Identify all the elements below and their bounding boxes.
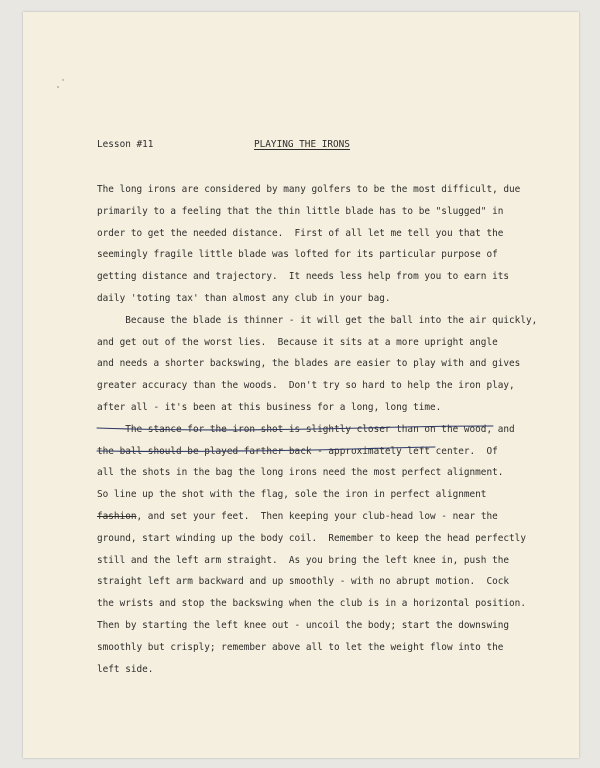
text-line-10: greater accuracy than the woods. Don't try so hard to help the iron play, — [97, 380, 515, 392]
lesson-header — [97, 139, 557, 155]
text-line-4: seemingly fragile little blade was lofted for its particular purpose of — [97, 249, 498, 261]
text-line-3: order to get the needed distance. First of all let me tell you that the — [97, 227, 504, 239]
text-line-23: left side. — [97, 663, 154, 675]
text-line-16 — [97, 510, 567, 532]
text-line-2: primarily to a feeling that the thin little blade has to be "slugged" in — [97, 205, 504, 217]
text-line-7: Because the blade is thinner - it will get the ball into the air quickly, — [97, 314, 538, 326]
text-line-1: The long irons are considered by many golfers to be the most difficult, due — [97, 184, 521, 195]
text-line-9: and needs a shorter backswing, the blades are easier to play with and gives — [97, 358, 521, 370]
text-line-11: after all - it's been at this business for a long, long time. — [97, 401, 442, 413]
text-line-14: all the shots in the bag the long irons need the most perfect alignment. — [97, 467, 504, 479]
paper-speck — [57, 86, 59, 88]
text-line-16-rest: , and set your feet. Then keeping your club-head low - near the — [136, 510, 498, 522]
text-line-5: getting distance and trajectory. It needs less help from you to earn its — [97, 271, 510, 283]
text-line-17: ground, start winding up the body coil. Remember to keep the head perfectly — [97, 532, 526, 544]
text-line-22: smoothly but crisply; remember above all to let the weight flow into the — [97, 641, 504, 653]
struck-word: fashion — [97, 510, 137, 522]
lesson-body — [97, 183, 567, 684]
text-line-12: The stance for the iron shot is slightly closer than on the wood, and — [97, 423, 515, 435]
text-line-19: straight left arm backward and up smoothly - with no abrupt motion. Cock — [97, 576, 510, 588]
text-line-15: So line up the shot with the flag, sole the iron in perfect alignment — [97, 489, 487, 501]
text-line-18: still and the left arm straight. As you bring the left knee in, push the — [97, 554, 510, 566]
paper-speck — [62, 79, 63, 80]
lesson-title: PLAYING THE IRONS — [254, 139, 350, 150]
text-line-6: daily 'toting tax' than almost any club in your bag. — [97, 292, 391, 304]
text-line-13: the ball should be played farther back - approximately left center. Of — [97, 445, 498, 457]
lesson-number: Lesson #11 — [97, 139, 154, 150]
text-line-21: Then by starting the left knee out - uncoil the body; start the downswing — [97, 619, 510, 631]
text-line-20: the wrists and stop the backswing when the club is in a horizontal position. — [97, 598, 526, 610]
typed-document-page — [23, 12, 579, 758]
text-line-8: and get out of the worst lies. Because it sits at a more upright angle — [97, 336, 498, 348]
